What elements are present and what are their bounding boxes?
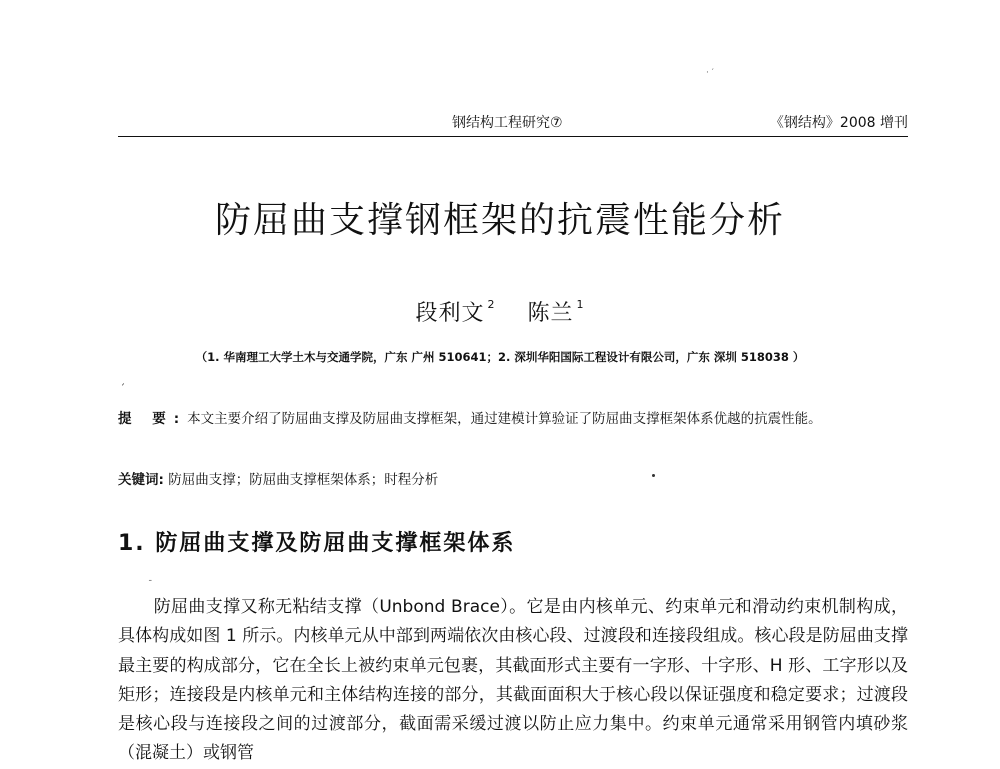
- author-name: 段利文: [415, 301, 485, 326]
- header-rule: [118, 136, 908, 137]
- paper-title: 防屈曲支撑钢框架的抗震性能分析: [214, 200, 785, 241]
- keywords-text: 防屈曲支撑；防屈曲支撑框架体系；时程分析: [168, 472, 439, 488]
- author-list: [0, 296, 1000, 327]
- abstract-label: 提 要:: [118, 411, 188, 427]
- scan-speck: ˊ: [120, 384, 125, 395]
- scan-speck: [652, 474, 655, 477]
- section-heading: 1. 防屈曲支撑及防屈曲支撑框架体系: [118, 531, 516, 556]
- scan-speck: · ′: [706, 68, 714, 78]
- affiliations: （1. 华南理工大学土木与交通学院，广东 广州 510641；2. 深圳华阳国际工程设计有限公司，广东 深圳 518038 ）: [195, 350, 805, 364]
- keywords-label: 关键词:: [118, 472, 164, 488]
- running-title: 钢结构工程研究⑦: [452, 115, 563, 131]
- author-affiliation-mark: 1: [576, 298, 585, 311]
- body-paragraph: 防屈曲支撑又称无粘结支撑（Unbond Brace）。它是由内核单元、约束单元和滑动约束机制构成，具体构成如图 1 所示。内核单元从中部到两端依次由核心段、过渡段和连接段组成。核心段是防屈曲支撑最主要的构成部分，它在全长上被约束单元包裹，其截面形式主要有一字形、十字形、H 形、工字形以及矩形；连接段是内核单元和主体结构连接的部分，其截面面积大于核心段以保证强度和稳定要求；过渡段是核心段与连接段之间的过渡部分，截面需采缓过渡以防止应力集中。约束单元通常采用钢管内填砂浆（混凝土）或钢管: [118, 597, 908, 764]
- author-affiliation-mark: 2: [487, 298, 496, 311]
- journal-name: 《钢结构》2008 增刊: [769, 115, 908, 131]
- running-header: [118, 110, 908, 132]
- scan-speck: ˉ: [148, 580, 153, 590]
- author-name: 陈兰: [527, 301, 574, 326]
- keywords: [118, 468, 908, 488]
- abstract: [118, 407, 908, 431]
- body-text: [118, 593, 908, 769]
- abstract-text: 本文主要介绍了防屈曲支撑及防屈曲支撑框架，通过建模计算验证了防屈曲支撑框架体系优越的抗震性能。: [187, 411, 822, 427]
